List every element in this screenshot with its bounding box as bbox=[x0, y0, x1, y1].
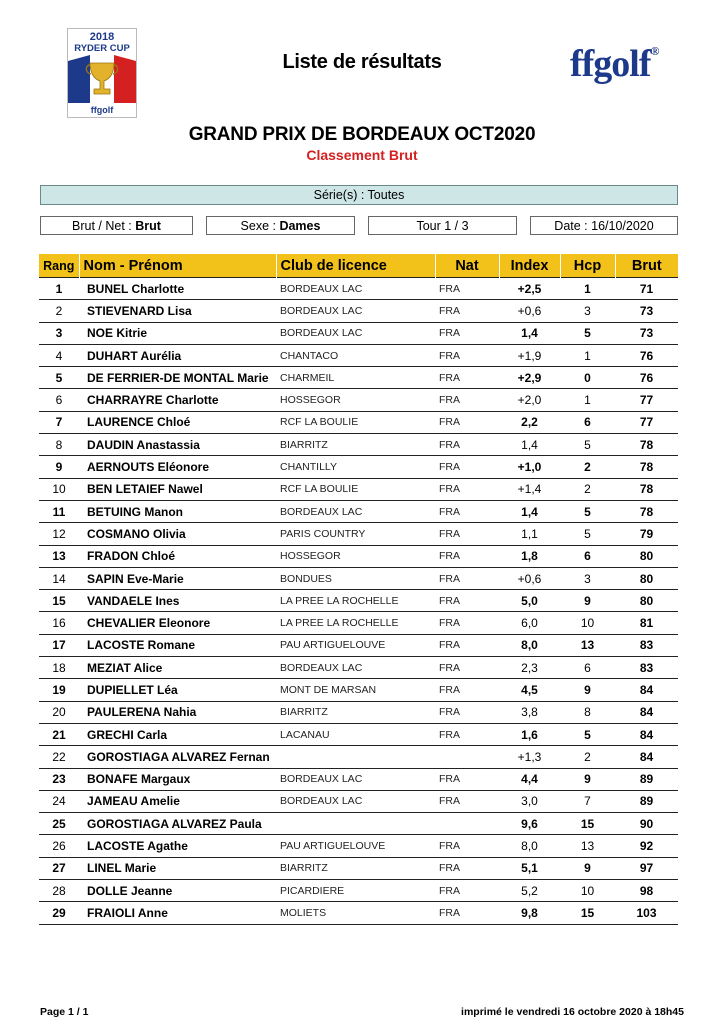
rank-cell: 20 bbox=[39, 701, 79, 723]
nat-cell: FRA bbox=[435, 434, 499, 456]
rank-cell: 28 bbox=[39, 880, 79, 902]
club-cell: BIARRITZ bbox=[276, 857, 435, 879]
rank-cell: 10 bbox=[39, 478, 79, 500]
rank-cell: 25 bbox=[39, 813, 79, 835]
name-cell: SAPIN Eve-Marie bbox=[79, 567, 276, 589]
date-value: Date : 16/10/2020 bbox=[554, 219, 654, 233]
club-cell: MOLIETS bbox=[276, 902, 435, 924]
nat-cell: FRA bbox=[435, 567, 499, 589]
classification-title: Classement Brut bbox=[306, 147, 418, 163]
hcp-cell: 5 bbox=[560, 523, 615, 545]
name-cell: LACOSTE Romane bbox=[79, 634, 276, 656]
club-cell: BIARRITZ bbox=[276, 701, 435, 723]
nat-cell: FRA bbox=[435, 790, 499, 812]
brut-cell: 76 bbox=[615, 367, 678, 389]
table-row bbox=[39, 389, 678, 411]
nat-cell: FRA bbox=[435, 657, 499, 679]
name-cell: AERNOUTS Eléonore bbox=[79, 456, 276, 478]
header-index: Index bbox=[499, 254, 560, 278]
club-cell: CHARMEIL bbox=[276, 367, 435, 389]
rank-cell: 17 bbox=[39, 634, 79, 656]
nat-cell: FRA bbox=[435, 880, 499, 902]
club-cell: RCF LA BOULIE bbox=[276, 478, 435, 500]
index-cell: 8,0 bbox=[499, 634, 560, 656]
rank-cell: 3 bbox=[39, 322, 79, 344]
brut-cell: 98 bbox=[615, 880, 678, 902]
name-cell: PAULERENA Nahia bbox=[79, 701, 276, 723]
brut-cell: 73 bbox=[615, 322, 678, 344]
table-row bbox=[39, 278, 678, 300]
rank-cell: 8 bbox=[39, 434, 79, 456]
rank-cell: 22 bbox=[39, 746, 79, 768]
hcp-cell: 1 bbox=[560, 389, 615, 411]
tour-box bbox=[368, 216, 517, 235]
hcp-cell: 2 bbox=[560, 478, 615, 500]
index-cell: +0,6 bbox=[499, 300, 560, 322]
hcp-cell: 8 bbox=[560, 701, 615, 723]
table-row bbox=[39, 322, 678, 344]
index-cell: +1,9 bbox=[499, 344, 560, 366]
brut-cell: 84 bbox=[615, 701, 678, 723]
header-name: Nom - Prénom bbox=[79, 254, 276, 278]
index-cell: +1,0 bbox=[499, 456, 560, 478]
brut-cell: 89 bbox=[615, 790, 678, 812]
club-cell: BIARRITZ bbox=[276, 434, 435, 456]
nat-cell: FRA bbox=[435, 478, 499, 500]
event-title: GRAND PRIX DE BORDEAUX OCT2020 bbox=[188, 124, 536, 145]
brut-cell: 97 bbox=[615, 857, 678, 879]
registered-mark: ® bbox=[650, 44, 659, 58]
hcp-cell: 6 bbox=[560, 657, 615, 679]
rank-cell: 6 bbox=[39, 389, 79, 411]
rank-cell: 23 bbox=[39, 768, 79, 790]
name-cell: DUPIELLET Léa bbox=[79, 679, 276, 701]
nat-cell: FRA bbox=[435, 456, 499, 478]
brutnet-label: Brut / Net : bbox=[72, 219, 132, 233]
hcp-cell: 3 bbox=[560, 300, 615, 322]
nat-cell: FRA bbox=[435, 679, 499, 701]
ffgolf-logo bbox=[570, 42, 659, 86]
hcp-cell: 9 bbox=[560, 857, 615, 879]
hcp-cell: 10 bbox=[560, 880, 615, 902]
club-cell: PICARDIERE bbox=[276, 880, 435, 902]
header-brut: Brut bbox=[615, 254, 678, 278]
sexe-box bbox=[206, 216, 355, 235]
sexe-label: Sexe : bbox=[240, 219, 276, 233]
nat-cell: FRA bbox=[435, 768, 499, 790]
table-row bbox=[39, 523, 678, 545]
ffgolf-logo-text: ffgolf bbox=[570, 43, 651, 85]
table-row bbox=[39, 857, 678, 879]
hcp-cell: 9 bbox=[560, 590, 615, 612]
name-cell: LACOSTE Agathe bbox=[79, 835, 276, 857]
name-cell: GOROSTIAGA ALVAREZ Paula bbox=[79, 813, 276, 835]
hcp-cell: 6 bbox=[560, 411, 615, 433]
hcp-cell: 13 bbox=[560, 634, 615, 656]
print-date: imprimé le vendredi 16 octobre 2020 à 18h45 bbox=[461, 1006, 684, 1018]
rank-cell: 9 bbox=[39, 456, 79, 478]
name-cell: BONAFE Margaux bbox=[79, 768, 276, 790]
hcp-cell: 5 bbox=[560, 322, 615, 344]
brutnet-box bbox=[40, 216, 193, 235]
hcp-cell: 1 bbox=[560, 278, 615, 300]
hcp-cell: 0 bbox=[560, 367, 615, 389]
table-row bbox=[39, 567, 678, 589]
brut-cell: 83 bbox=[615, 657, 678, 679]
brut-cell: 77 bbox=[615, 411, 678, 433]
rank-cell: 11 bbox=[39, 500, 79, 522]
brut-cell: 80 bbox=[615, 590, 678, 612]
header-club: Club de licence bbox=[276, 254, 435, 278]
brut-cell: 78 bbox=[615, 478, 678, 500]
index-cell: 1,4 bbox=[499, 322, 560, 344]
table-row bbox=[39, 545, 678, 567]
nat-cell: FRA bbox=[435, 612, 499, 634]
index-cell: 3,8 bbox=[499, 701, 560, 723]
hcp-cell: 15 bbox=[560, 902, 615, 924]
nat-cell: FRA bbox=[435, 590, 499, 612]
index-cell: 3,0 bbox=[499, 790, 560, 812]
name-cell: BUNEL Charlotte bbox=[79, 278, 276, 300]
rank-cell: 7 bbox=[39, 411, 79, 433]
table-row bbox=[39, 746, 678, 768]
page-number: Page 1 / 1 bbox=[40, 1006, 89, 1018]
nat-cell: FRA bbox=[435, 300, 499, 322]
club-cell: CHANTACO bbox=[276, 344, 435, 366]
brut-cell: 79 bbox=[615, 523, 678, 545]
rank-cell: 5 bbox=[39, 367, 79, 389]
index-cell: 5,2 bbox=[499, 880, 560, 902]
table-row bbox=[39, 679, 678, 701]
logo-name: RYDER CUP bbox=[74, 43, 130, 54]
header-rank: Rang bbox=[39, 254, 79, 278]
index-cell: +2,0 bbox=[499, 389, 560, 411]
nat-cell: FRA bbox=[435, 723, 499, 745]
table-row bbox=[39, 723, 678, 745]
index-cell: 1,4 bbox=[499, 434, 560, 456]
nat-cell: FRA bbox=[435, 857, 499, 879]
name-cell: CHEVALIER Eleonore bbox=[79, 612, 276, 634]
index-cell: 2,2 bbox=[499, 411, 560, 433]
hcp-cell: 9 bbox=[560, 768, 615, 790]
table-row bbox=[39, 701, 678, 723]
brut-cell: 84 bbox=[615, 723, 678, 745]
rank-cell: 4 bbox=[39, 344, 79, 366]
brut-cell: 73 bbox=[615, 300, 678, 322]
brut-cell: 81 bbox=[615, 612, 678, 634]
brut-cell: 80 bbox=[615, 567, 678, 589]
club-cell: PARIS COUNTRY bbox=[276, 523, 435, 545]
index-cell: +1,3 bbox=[499, 746, 560, 768]
index-cell: 1,1 bbox=[499, 523, 560, 545]
brut-cell: 80 bbox=[615, 545, 678, 567]
nat-cell: FRA bbox=[435, 500, 499, 522]
nat-cell: FRA bbox=[435, 344, 499, 366]
hcp-cell: 15 bbox=[560, 813, 615, 835]
table-row bbox=[39, 835, 678, 857]
club-cell: BORDEAUX LAC bbox=[276, 500, 435, 522]
nat-cell: FRA bbox=[435, 701, 499, 723]
brut-cell: 78 bbox=[615, 456, 678, 478]
table-row bbox=[39, 790, 678, 812]
table-row bbox=[39, 456, 678, 478]
club-cell: LA PREE LA ROCHELLE bbox=[276, 612, 435, 634]
club-cell: LA PREE LA ROCHELLE bbox=[276, 590, 435, 612]
index-cell: 4,5 bbox=[499, 679, 560, 701]
rank-cell: 24 bbox=[39, 790, 79, 812]
brut-cell: 78 bbox=[615, 434, 678, 456]
club-cell bbox=[276, 746, 435, 768]
club-cell: CHANTILLY bbox=[276, 456, 435, 478]
tour-value: Tour 1 / 3 bbox=[416, 219, 469, 233]
brut-cell: 71 bbox=[615, 278, 678, 300]
name-cell: VANDAELE Ines bbox=[79, 590, 276, 612]
nat-cell bbox=[435, 813, 499, 835]
name-cell: MEZIAT Alice bbox=[79, 657, 276, 679]
index-cell: 1,4 bbox=[499, 500, 560, 522]
index-cell: 5,1 bbox=[499, 857, 560, 879]
index-cell: +0,6 bbox=[499, 567, 560, 589]
brut-cell: 84 bbox=[615, 679, 678, 701]
brut-cell: 78 bbox=[615, 500, 678, 522]
sexe-value: Dames bbox=[279, 219, 321, 233]
hcp-cell: 7 bbox=[560, 790, 615, 812]
table-row bbox=[39, 880, 678, 902]
club-cell: BORDEAUX LAC bbox=[276, 657, 435, 679]
nat-cell: FRA bbox=[435, 322, 499, 344]
name-cell: DAUDIN Anastassia bbox=[79, 434, 276, 456]
nat-cell: FRA bbox=[435, 389, 499, 411]
brut-cell: 90 bbox=[615, 813, 678, 835]
table-row bbox=[39, 612, 678, 634]
index-cell: +1,4 bbox=[499, 478, 560, 500]
logo-year: 2018 bbox=[89, 31, 115, 43]
table-row bbox=[39, 500, 678, 522]
index-cell: 1,6 bbox=[499, 723, 560, 745]
club-cell: HOSSEGOR bbox=[276, 389, 435, 411]
nat-cell bbox=[435, 746, 499, 768]
table-header-row bbox=[39, 254, 678, 278]
hcp-cell: 5 bbox=[560, 500, 615, 522]
brut-cell: 83 bbox=[615, 634, 678, 656]
table-row bbox=[39, 367, 678, 389]
club-cell: PAU ARTIGUELOUVE bbox=[276, 634, 435, 656]
table-row bbox=[39, 768, 678, 790]
series-bar: Série(s) : Toutes bbox=[40, 185, 678, 205]
name-cell: FRAIOLI Anne bbox=[79, 902, 276, 924]
nat-cell: FRA bbox=[435, 902, 499, 924]
club-cell bbox=[276, 813, 435, 835]
name-cell: CHARRAYRE Charlotte bbox=[79, 389, 276, 411]
index-cell: 8,0 bbox=[499, 835, 560, 857]
hcp-cell: 13 bbox=[560, 835, 615, 857]
name-cell: COSMANO Olivia bbox=[79, 523, 276, 545]
hcp-cell: 9 bbox=[560, 679, 615, 701]
brut-cell: 103 bbox=[615, 902, 678, 924]
rank-cell: 2 bbox=[39, 300, 79, 322]
nat-cell: FRA bbox=[435, 367, 499, 389]
rank-cell: 26 bbox=[39, 835, 79, 857]
nat-cell: FRA bbox=[435, 835, 499, 857]
club-cell: BONDUES bbox=[276, 567, 435, 589]
table-row bbox=[39, 813, 678, 835]
hcp-cell: 6 bbox=[560, 545, 615, 567]
table-row bbox=[39, 902, 678, 924]
nat-cell: FRA bbox=[435, 411, 499, 433]
hcp-cell: 5 bbox=[560, 434, 615, 456]
club-cell: BORDEAUX LAC bbox=[276, 790, 435, 812]
name-cell: JAMEAU Amelie bbox=[79, 790, 276, 812]
index-cell: +2,5 bbox=[499, 278, 560, 300]
name-cell: DUHART Aurélia bbox=[79, 344, 276, 366]
nat-cell: FRA bbox=[435, 634, 499, 656]
name-cell: BEN LETAIEF Nawel bbox=[79, 478, 276, 500]
hcp-cell: 1 bbox=[560, 344, 615, 366]
table-row bbox=[39, 634, 678, 656]
club-cell: HOSSEGOR bbox=[276, 545, 435, 567]
hcp-cell: 10 bbox=[560, 612, 615, 634]
index-cell: 6,0 bbox=[499, 612, 560, 634]
rank-cell: 27 bbox=[39, 857, 79, 879]
rank-cell: 1 bbox=[39, 278, 79, 300]
rank-cell: 19 bbox=[39, 679, 79, 701]
header-hcp: Hcp bbox=[560, 254, 615, 278]
table-row bbox=[39, 411, 678, 433]
header-nat: Nat bbox=[435, 254, 499, 278]
name-cell: GRECHI Carla bbox=[79, 723, 276, 745]
hcp-cell: 5 bbox=[560, 723, 615, 745]
brutnet-value: Brut bbox=[135, 219, 161, 233]
rank-cell: 16 bbox=[39, 612, 79, 634]
club-cell: BORDEAUX LAC bbox=[276, 278, 435, 300]
name-cell: LINEL Marie bbox=[79, 857, 276, 879]
rank-cell: 12 bbox=[39, 523, 79, 545]
nat-cell: FRA bbox=[435, 545, 499, 567]
brut-cell: 84 bbox=[615, 746, 678, 768]
hcp-cell: 2 bbox=[560, 746, 615, 768]
name-cell: STIEVENARD Lisa bbox=[79, 300, 276, 322]
index-cell: 4,4 bbox=[499, 768, 560, 790]
name-cell: DOLLE Jeanne bbox=[79, 880, 276, 902]
club-cell: MONT DE MARSAN bbox=[276, 679, 435, 701]
club-cell: PAU ARTIGUELOUVE bbox=[276, 835, 435, 857]
nat-cell: FRA bbox=[435, 523, 499, 545]
brut-cell: 76 bbox=[615, 344, 678, 366]
name-cell: NOE Kitrie bbox=[79, 322, 276, 344]
table-row bbox=[39, 590, 678, 612]
table-row bbox=[39, 344, 678, 366]
hcp-cell: 2 bbox=[560, 456, 615, 478]
rank-cell: 29 bbox=[39, 902, 79, 924]
rank-cell: 15 bbox=[39, 590, 79, 612]
hcp-cell: 3 bbox=[560, 567, 615, 589]
index-cell: 1,8 bbox=[499, 545, 560, 567]
name-cell: FRADON Chloé bbox=[79, 545, 276, 567]
index-cell: 5,0 bbox=[499, 590, 560, 612]
rank-cell: 21 bbox=[39, 723, 79, 745]
index-cell: 9,8 bbox=[499, 902, 560, 924]
brut-cell: 89 bbox=[615, 768, 678, 790]
club-cell: RCF LA BOULIE bbox=[276, 411, 435, 433]
rank-cell: 13 bbox=[39, 545, 79, 567]
rank-cell: 14 bbox=[39, 567, 79, 589]
table-row bbox=[39, 434, 678, 456]
index-cell: 2,3 bbox=[499, 657, 560, 679]
name-cell: GOROSTIAGA ALVAREZ Fernan bbox=[79, 746, 276, 768]
club-cell: BORDEAUX LAC bbox=[276, 768, 435, 790]
club-cell: BORDEAUX LAC bbox=[276, 300, 435, 322]
index-cell: 9,6 bbox=[499, 813, 560, 835]
results-table bbox=[39, 254, 678, 925]
name-cell: LAURENCE Chloé bbox=[79, 411, 276, 433]
page-title: Liste de résultats bbox=[282, 51, 442, 73]
logo-ffgolf-small: ffgolf bbox=[90, 105, 114, 115]
index-cell: +2,9 bbox=[499, 367, 560, 389]
nat-cell: FRA bbox=[435, 278, 499, 300]
name-cell: DE FERRIER-DE MONTAL Marie bbox=[79, 367, 276, 389]
table-row bbox=[39, 657, 678, 679]
table-row bbox=[39, 300, 678, 322]
table-row bbox=[39, 478, 678, 500]
brut-cell: 77 bbox=[615, 389, 678, 411]
name-cell: BETUING Manon bbox=[79, 500, 276, 522]
date-box bbox=[530, 216, 678, 235]
club-cell: LACANAU bbox=[276, 723, 435, 745]
rank-cell: 18 bbox=[39, 657, 79, 679]
brut-cell: 92 bbox=[615, 835, 678, 857]
club-cell: BORDEAUX LAC bbox=[276, 322, 435, 344]
